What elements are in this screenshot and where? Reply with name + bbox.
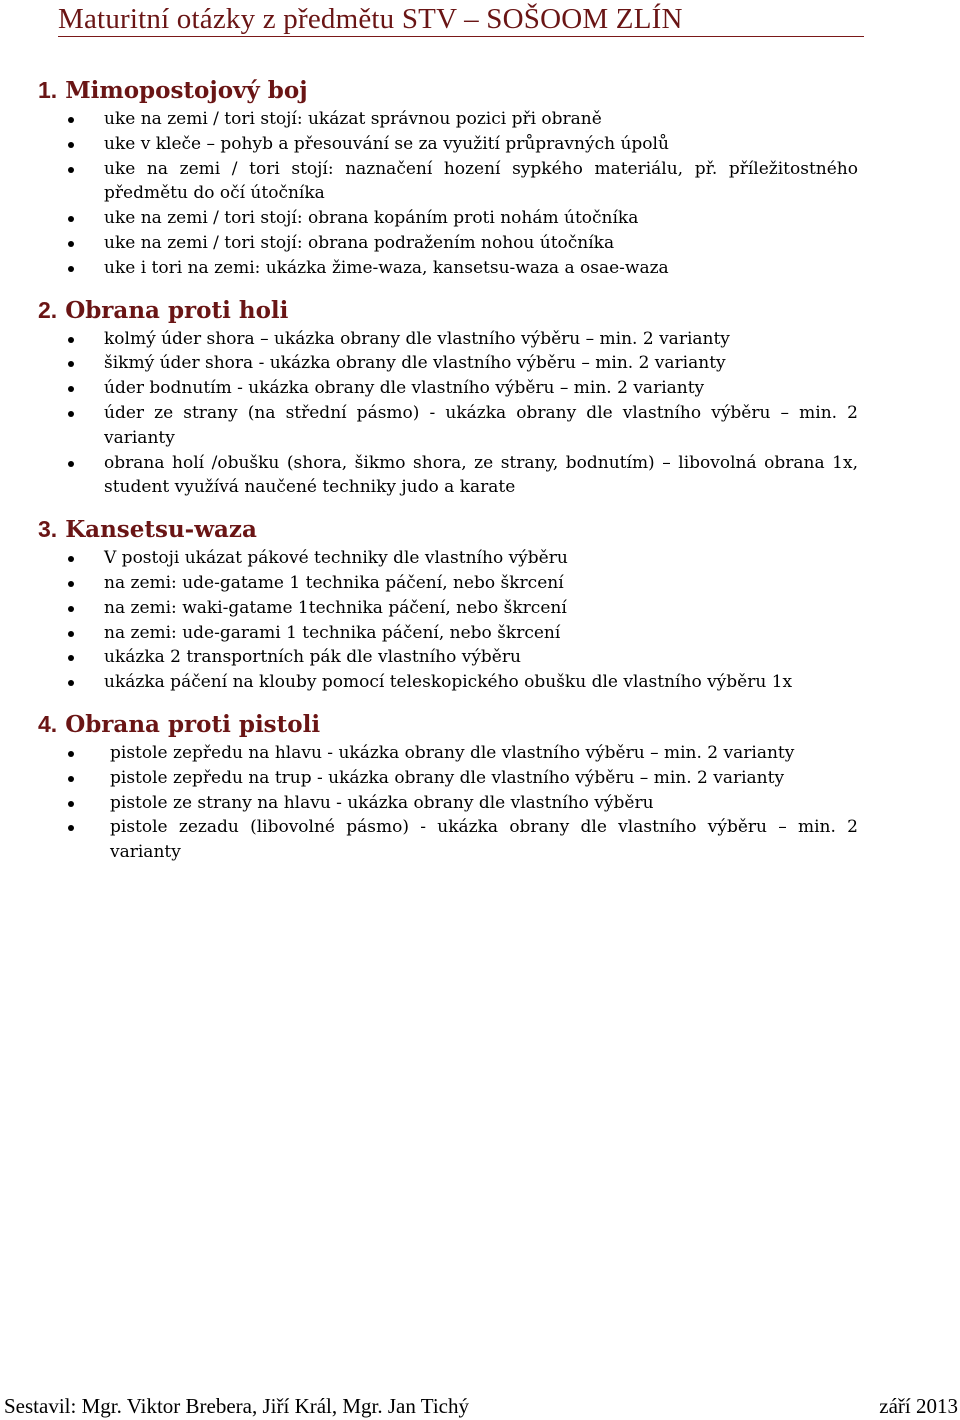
list-item-text: uke na zemi / tori stojí: obrana podražením nohou útočníka (104, 232, 615, 253)
section-title: Obrana proti holi (65, 296, 289, 324)
list-item (38, 791, 858, 816)
list-item-text: uke v kleče – pohyb a přesouvání se za využití průpravných úpolů (104, 133, 669, 154)
section-title: Obrana proti pistoli (65, 710, 321, 738)
footer-date: září 2013 (879, 1393, 958, 1418)
bullet-list (38, 546, 858, 695)
list-item-text: šikmý úder shora - ukázka obrany dle vlastního výběru – min. 2 varianty (104, 353, 726, 374)
list-item (38, 231, 858, 256)
bullet-icon (68, 631, 74, 637)
list-item (38, 670, 858, 695)
list-item-text: uke na zemi / tori stojí: naznačení hození sypkého materiálu, př. příležitostného předmětu do očí útočníka (104, 158, 858, 204)
list-item-text: pistole zezadu (libovolné pásmo) - ukázka obrany dle vlastního výběru – min. 2 varianty (110, 817, 858, 863)
list-item-text: úder ze strany (na střední pásmo) - ukázka obrany dle vlastního výběru – min. 2 varianty (104, 402, 858, 448)
list-item (38, 157, 858, 207)
list-item-text: V postoji ukázat pákové techniky dle vlastního výběru (104, 548, 568, 569)
section-4 (38, 707, 858, 865)
list-item-text: pistole zepředu na trup - ukázka obrany dle vlastního výběru – min. 2 varianty (110, 767, 785, 788)
bullet-icon (68, 241, 74, 247)
list-item (38, 766, 858, 791)
bullet-icon (68, 680, 74, 686)
section-heading (38, 512, 858, 546)
list-item-text: úder bodnutím - ukázka obrany dle vlastního výběru – min. 2 varianty (104, 378, 705, 399)
document-title: Maturitní otázky z předmětu STV – SOŠOOM ZLÍN (58, 3, 683, 35)
list-item (38, 546, 858, 571)
bullet-icon (68, 142, 74, 148)
bullet-list (38, 327, 858, 501)
list-item (38, 815, 858, 865)
bullet-icon (68, 581, 74, 587)
document-body (38, 73, 858, 865)
bullet-icon (68, 266, 74, 272)
list-item (38, 132, 858, 157)
bullet-icon (68, 386, 74, 392)
list-item (38, 645, 858, 670)
list-item-text: ukázka 2 transportních pák dle vlastního výběru (104, 647, 521, 668)
page-header (58, 2, 864, 37)
page-footer (0, 1392, 960, 1420)
bullet-icon (68, 655, 74, 661)
section-heading (38, 707, 858, 741)
list-item-text: uke i tori na zemi: ukázka žime-waza, kansetsu-waza a osae-waza (104, 257, 669, 278)
list-item-text: pistole ze strany na hlavu - ukázka obrany dle vlastního výběru (110, 792, 654, 813)
section-number: 2. (38, 296, 58, 323)
section-number: 1. (38, 77, 58, 103)
section-number: 3. (38, 516, 58, 543)
section-3 (38, 512, 858, 695)
list-item-text: ukázka páčení na klouby pomocí teleskopického obušku dle vlastního výběru 1x (104, 672, 793, 693)
list-item-text: kolmý úder shora – ukázka obrany dle vlastního výběru – min. 2 varianty (104, 328, 730, 349)
footer-author: Sestavil: Mgr. Viktor Brebera, Jiří Král, Mgr. Jan Tichý (4, 1393, 469, 1418)
section-title: Mimopostojový boj (65, 77, 308, 104)
list-item (38, 206, 858, 231)
bullet-icon (68, 776, 74, 782)
bullet-icon (68, 337, 74, 343)
list-item (38, 451, 858, 501)
bullet-icon (68, 801, 74, 807)
section-heading (38, 293, 858, 327)
list-item (38, 571, 858, 596)
list-item (38, 107, 858, 132)
bullet-icon (68, 606, 74, 612)
list-item-text: na zemi: ude-garami 1 technika páčení, nebo škrcení (104, 622, 561, 643)
bullet-icon (68, 825, 74, 831)
list-item (38, 596, 858, 621)
list-item-text: uke na zemi / tori stojí: ukázat správnou pozici při obraně (104, 109, 602, 129)
section-2 (38, 293, 858, 501)
section-heading (38, 73, 858, 107)
bullet-icon (68, 361, 74, 367)
list-item (38, 351, 858, 376)
list-item-text: na zemi: ude-gatame 1 technika páčení, nebo škrcení (104, 572, 564, 593)
section-number: 4. (38, 710, 58, 737)
bullet-icon (68, 216, 74, 222)
list-item (38, 256, 858, 281)
list-item (38, 376, 858, 401)
bullet-icon (68, 167, 74, 173)
bullet-list (38, 107, 858, 281)
bullet-list (38, 741, 858, 865)
bullet-icon (68, 461, 74, 467)
list-item (38, 401, 858, 451)
list-item-text: obrana holí /obušku (shora, šikmo shora, ze strany, bodnutím) – libovolná obrana 1x, student využívá naučené techniky judo a karate (104, 452, 858, 498)
list-item (38, 741, 858, 766)
section-1 (38, 73, 858, 281)
list-item (38, 327, 858, 352)
list-item-text: na zemi: waki-gatame 1technika páčení, nebo škrcení (104, 597, 567, 618)
section-title: Kansetsu-waza (65, 516, 257, 544)
list-item-text: pistole zepředu na hlavu - ukázka obrany dle vlastního výběru – min. 2 varianty (110, 742, 795, 763)
bullet-icon (68, 117, 74, 123)
bullet-icon (68, 751, 74, 757)
bullet-icon (68, 556, 74, 562)
list-item-text: uke na zemi / tori stojí: obrana kopáním proti nohám útočníka (104, 208, 639, 229)
list-item (38, 621, 858, 646)
bullet-icon (68, 411, 74, 417)
